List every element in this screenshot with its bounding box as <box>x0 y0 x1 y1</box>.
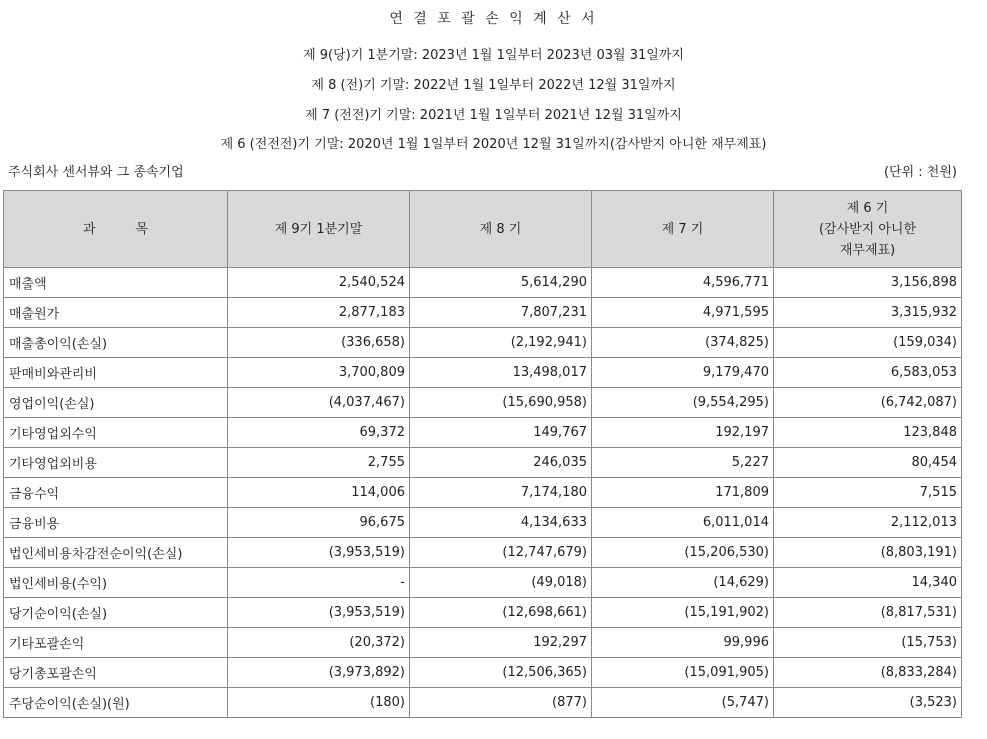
cell-q9: (3,973,892) <box>228 658 410 688</box>
row-label: 법인세비용(수익) <box>4 568 228 598</box>
cell-8: 192,297 <box>410 628 592 658</box>
header-item-b: 목 <box>135 221 149 237</box>
cell-7: (15,206,530) <box>592 538 774 568</box>
row-label: 매출총이익(손실) <box>4 328 228 358</box>
cell-7: (9,554,295) <box>592 388 774 418</box>
table-row <box>4 598 962 628</box>
table-row <box>4 688 962 718</box>
row-label: 주당순이익(손실)(원) <box>4 688 228 718</box>
cell-q9: 2,540,524 <box>228 268 410 298</box>
row-label: 금융비용 <box>4 508 228 538</box>
cell-6: 6,583,053 <box>774 358 962 388</box>
cell-q9: 2,755 <box>228 448 410 478</box>
income-statement-table <box>3 190 962 718</box>
document-title: 연 결 포 괄 손 익 계 산 서 <box>389 11 598 27</box>
table-row <box>4 268 962 298</box>
table-row <box>4 328 962 358</box>
table-row <box>4 538 962 568</box>
cell-8: 13,498,017 <box>410 358 592 388</box>
row-label: 기타영업외비용 <box>4 448 228 478</box>
table-header-row <box>4 191 962 268</box>
cell-8: 246,035 <box>410 448 592 478</box>
table-row <box>4 568 962 598</box>
cell-8: 5,614,290 <box>410 268 592 298</box>
row-label: 금융수익 <box>4 478 228 508</box>
table-row <box>4 358 962 388</box>
header-6-line1: 제 6 기 <box>846 200 889 216</box>
cell-8: (12,747,679) <box>410 538 592 568</box>
cell-6: (8,803,191) <box>774 538 962 568</box>
period-line-6: 제 6 (전전전)기 기말: 2020년 1월 1일부터 2020년 12월 31일까지(감사받지 아니한 재무제표) <box>220 137 767 152</box>
table-row <box>4 298 962 328</box>
cell-q9: - <box>228 568 410 598</box>
period-line-q9: 제 9(당)기 1분기말: 2023년 1월 1일부터 2023년 03월 31일까지 <box>303 48 684 63</box>
cell-6: 3,315,932 <box>774 298 962 328</box>
table-row <box>4 388 962 418</box>
cell-7: 171,809 <box>592 478 774 508</box>
table-row <box>4 418 962 448</box>
table-row <box>4 658 962 688</box>
cell-q9: 2,877,183 <box>228 298 410 328</box>
cell-q9: 69,372 <box>228 418 410 448</box>
header-6-line3: 재무제표) <box>839 242 896 258</box>
cell-6: (6,742,087) <box>774 388 962 418</box>
row-label: 영업이익(손실) <box>4 388 228 418</box>
header-8: 제 8 기 <box>410 191 592 268</box>
row-label: 매출액 <box>4 268 228 298</box>
cell-7: (14,629) <box>592 568 774 598</box>
cell-6: (15,753) <box>774 628 962 658</box>
cell-7: 99,996 <box>592 628 774 658</box>
cell-6: (159,034) <box>774 328 962 358</box>
cell-8: (877) <box>410 688 592 718</box>
row-label: 당기총포괄손익 <box>4 658 228 688</box>
header-item <box>4 191 228 268</box>
cell-6: (8,817,531) <box>774 598 962 628</box>
cell-8: (2,192,941) <box>410 328 592 358</box>
cell-6: 3,156,898 <box>774 268 962 298</box>
row-label: 매출원가 <box>4 298 228 328</box>
header-6 <box>774 191 962 268</box>
cell-6: 2,112,013 <box>774 508 962 538</box>
cell-q9: (3,953,519) <box>228 598 410 628</box>
unit-label: (단위 : 천원) <box>883 165 957 180</box>
cell-8: 149,767 <box>410 418 592 448</box>
company-name: 주식회사 센서뷰와 그 종속기업 <box>8 165 184 180</box>
period-line-8: 제 8 (전)기 기말: 2022년 1월 1일부터 2022년 12월 31일까지 <box>311 78 676 93</box>
row-label: 판매비와관리비 <box>4 358 228 388</box>
cell-8: (49,018) <box>410 568 592 598</box>
cell-8: (12,506,365) <box>410 658 592 688</box>
cell-8: 7,174,180 <box>410 478 592 508</box>
cell-7: 4,971,595 <box>592 298 774 328</box>
cell-7: (374,825) <box>592 328 774 358</box>
cell-6: 7,515 <box>774 478 962 508</box>
cell-q9: 114,006 <box>228 478 410 508</box>
cell-7: 6,011,014 <box>592 508 774 538</box>
cell-q9: (336,658) <box>228 328 410 358</box>
header-7: 제 7 기 <box>592 191 774 268</box>
cell-q9: (3,953,519) <box>228 538 410 568</box>
cell-8: 4,134,633 <box>410 508 592 538</box>
table-row <box>4 448 962 478</box>
cell-q9: (20,372) <box>228 628 410 658</box>
cell-q9: 96,675 <box>228 508 410 538</box>
header-6-line2: (감사받지 아니한 <box>818 221 917 237</box>
cell-7: (5,747) <box>592 688 774 718</box>
cell-6: 80,454 <box>774 448 962 478</box>
cell-6: 14,340 <box>774 568 962 598</box>
cell-7: (15,191,902) <box>592 598 774 628</box>
cell-q9: (180) <box>228 688 410 718</box>
cell-6: 123,848 <box>774 418 962 448</box>
header-item-a: 과 <box>82 221 96 237</box>
cell-7: 9,179,470 <box>592 358 774 388</box>
cell-8: (12,698,661) <box>410 598 592 628</box>
cell-q9: 3,700,809 <box>228 358 410 388</box>
cell-6: (8,833,284) <box>774 658 962 688</box>
cell-7: 4,596,771 <box>592 268 774 298</box>
row-label: 기타영업외수익 <box>4 418 228 448</box>
row-label: 기타포괄손익 <box>4 628 228 658</box>
table-row <box>4 628 962 658</box>
row-label: 당기순이익(손실) <box>4 598 228 628</box>
header-q9: 제 9기 1분기말 <box>228 191 410 268</box>
table-row <box>4 478 962 508</box>
cell-7: 192,197 <box>592 418 774 448</box>
row-label: 법인세비용차감전순이익(손실) <box>4 538 228 568</box>
period-line-7: 제 7 (전전)기 기말: 2021년 1월 1일부터 2021년 12월 31일까지 <box>305 108 682 123</box>
cell-7: (15,091,905) <box>592 658 774 688</box>
cell-8: (15,690,958) <box>410 388 592 418</box>
cell-8: 7,807,231 <box>410 298 592 328</box>
cell-6: (3,523) <box>774 688 962 718</box>
cell-q9: (4,037,467) <box>228 388 410 418</box>
cell-7: 5,227 <box>592 448 774 478</box>
table-row <box>4 508 962 538</box>
